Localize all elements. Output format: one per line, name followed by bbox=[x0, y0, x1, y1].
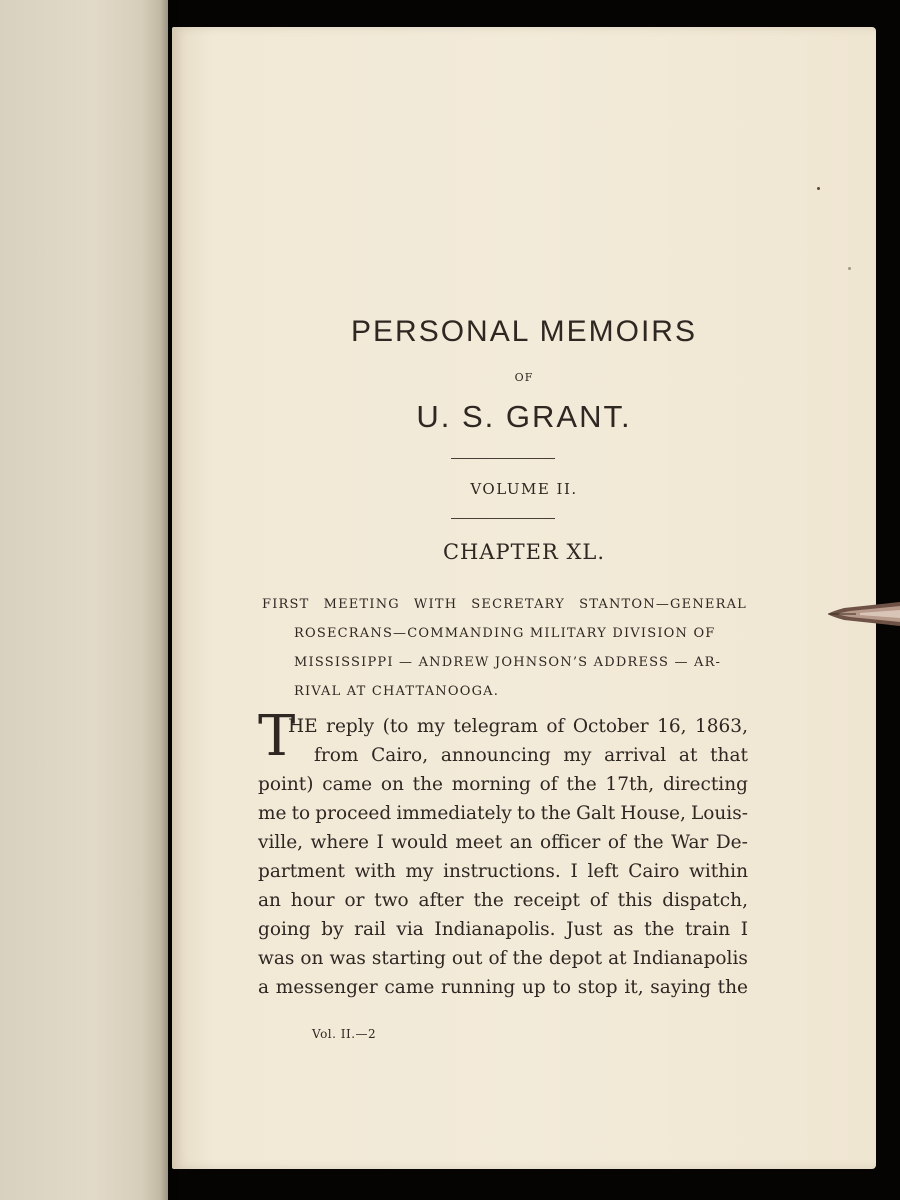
word: reply bbox=[326, 716, 375, 737]
word: Just bbox=[566, 919, 603, 940]
volume-label: VOLUME II. bbox=[470, 480, 578, 498]
word: morning bbox=[451, 774, 531, 795]
word: 17th, bbox=[605, 774, 655, 795]
divider-rule-top bbox=[451, 458, 555, 459]
word: STANTON—GENERAL bbox=[579, 597, 747, 612]
word: stop bbox=[577, 977, 618, 998]
word: Cairo, bbox=[371, 745, 429, 766]
word: the bbox=[717, 977, 748, 998]
body-line bbox=[258, 828, 748, 857]
word: messenger bbox=[275, 977, 378, 998]
word: I bbox=[740, 919, 748, 940]
word: within bbox=[689, 861, 748, 882]
word: depot bbox=[548, 948, 603, 969]
paper-speck bbox=[848, 267, 851, 270]
word: out bbox=[451, 948, 483, 969]
signature-mark: Vol. II.—2 bbox=[312, 1027, 377, 1041]
word: at bbox=[678, 745, 698, 766]
word: of bbox=[546, 716, 565, 737]
word: Louis- bbox=[690, 803, 748, 824]
word: was bbox=[329, 948, 366, 969]
word: (to bbox=[382, 716, 409, 737]
drop-cap: T bbox=[258, 704, 296, 769]
word: the bbox=[412, 774, 443, 795]
word: where bbox=[310, 832, 369, 853]
word: ville, bbox=[258, 832, 304, 853]
body-line bbox=[258, 857, 748, 886]
word: of bbox=[539, 774, 558, 795]
word: House, bbox=[620, 803, 686, 824]
word: the bbox=[540, 803, 571, 824]
word: on bbox=[300, 948, 324, 969]
word: this bbox=[617, 890, 653, 911]
body-line bbox=[258, 799, 748, 828]
body-line bbox=[258, 973, 748, 1002]
word: on bbox=[380, 774, 404, 795]
synopsis-line bbox=[262, 590, 747, 619]
word: running bbox=[441, 977, 516, 998]
word: an bbox=[509, 832, 533, 853]
word: to bbox=[291, 803, 311, 824]
word: point) bbox=[258, 774, 314, 795]
word: the bbox=[512, 948, 543, 969]
word: at bbox=[608, 948, 627, 969]
pen-nib-icon bbox=[826, 596, 900, 632]
word: me bbox=[258, 803, 287, 824]
word: the bbox=[633, 832, 664, 853]
title-personal-memoirs: PERSONAL MEMOIRS bbox=[351, 315, 697, 348]
title-author: U. S. GRANT. bbox=[416, 399, 632, 434]
word: instructions. bbox=[443, 861, 561, 882]
paper-speck bbox=[817, 187, 820, 190]
word: FIRST bbox=[262, 597, 310, 612]
word: SECRETARY bbox=[471, 597, 566, 612]
synopsis-line: MISSISSIPPI — ANDREW JOHNSON’S ADDRESS — AR- bbox=[294, 655, 722, 670]
word: officer bbox=[540, 832, 601, 853]
chapter-title: CHAPTER XL. bbox=[442, 540, 606, 564]
word: dispatch, bbox=[662, 890, 748, 911]
body-line bbox=[258, 886, 748, 915]
word: saying bbox=[650, 977, 711, 998]
word: it, bbox=[624, 977, 644, 998]
book-page bbox=[172, 27, 876, 1169]
word: HE bbox=[288, 716, 318, 737]
word: MEETING bbox=[323, 597, 400, 612]
word: proceed bbox=[315, 803, 392, 824]
word: that bbox=[710, 745, 748, 766]
word: as bbox=[612, 919, 634, 940]
word: 1863, bbox=[695, 716, 748, 737]
word: my bbox=[416, 716, 445, 737]
word: my bbox=[405, 861, 434, 882]
body-line bbox=[258, 712, 748, 741]
word: would bbox=[391, 832, 448, 853]
word: Cairo bbox=[628, 861, 680, 882]
word: telegram bbox=[453, 716, 538, 737]
word: was bbox=[258, 948, 295, 969]
synopsis-line: ROSECRANS—COMMANDING MILITARY DIVISION OF bbox=[294, 626, 716, 641]
word: 16, bbox=[657, 716, 687, 737]
word: train bbox=[684, 919, 731, 940]
word: the bbox=[473, 890, 504, 911]
word: left bbox=[587, 861, 619, 882]
word: receipt bbox=[513, 890, 580, 911]
word: with bbox=[354, 861, 396, 882]
word: two bbox=[374, 890, 409, 911]
word: my bbox=[563, 745, 592, 766]
word: partment bbox=[258, 861, 345, 882]
word: meet bbox=[455, 832, 503, 853]
word: to bbox=[516, 803, 536, 824]
chapter-synopsis bbox=[262, 590, 747, 706]
word: De- bbox=[715, 832, 748, 853]
word: WITH bbox=[413, 597, 458, 612]
word: starting bbox=[371, 948, 446, 969]
word: of bbox=[589, 890, 608, 911]
word: hour bbox=[290, 890, 335, 911]
body-line bbox=[258, 741, 748, 770]
word: by bbox=[321, 919, 344, 940]
title-of: OF bbox=[514, 371, 534, 384]
word: to bbox=[552, 977, 572, 998]
word: the bbox=[566, 774, 597, 795]
word: a bbox=[258, 977, 270, 998]
word: via bbox=[396, 919, 424, 940]
word: October bbox=[572, 716, 649, 737]
word: I bbox=[570, 861, 578, 882]
word: I bbox=[376, 832, 384, 853]
word: Indianapolis. bbox=[434, 919, 556, 940]
body-line bbox=[258, 770, 748, 799]
word: War bbox=[671, 832, 709, 853]
word: announcing bbox=[440, 745, 551, 766]
body-line bbox=[258, 915, 748, 944]
word: came bbox=[384, 977, 435, 998]
word: directing bbox=[662, 774, 748, 795]
divider-rule-bottom bbox=[451, 518, 555, 519]
word: of bbox=[607, 832, 626, 853]
word: up bbox=[521, 977, 546, 998]
word: immediately bbox=[396, 803, 512, 824]
word: after bbox=[418, 890, 464, 911]
word: arrival bbox=[604, 745, 667, 766]
word: rail bbox=[354, 919, 386, 940]
word: an bbox=[258, 890, 281, 911]
word: came bbox=[322, 774, 373, 795]
word: going bbox=[258, 919, 311, 940]
word: the bbox=[644, 919, 675, 940]
body-text bbox=[258, 712, 748, 1002]
word: Indianapolis bbox=[632, 948, 748, 969]
body-line bbox=[258, 944, 748, 973]
word: of bbox=[488, 948, 507, 969]
word: from bbox=[314, 745, 359, 766]
synopsis-line: RIVAL AT CHATTANOOGA. bbox=[294, 684, 500, 699]
word: or bbox=[344, 890, 365, 911]
left-page-edge bbox=[0, 0, 168, 1200]
word: Galt bbox=[576, 803, 616, 824]
